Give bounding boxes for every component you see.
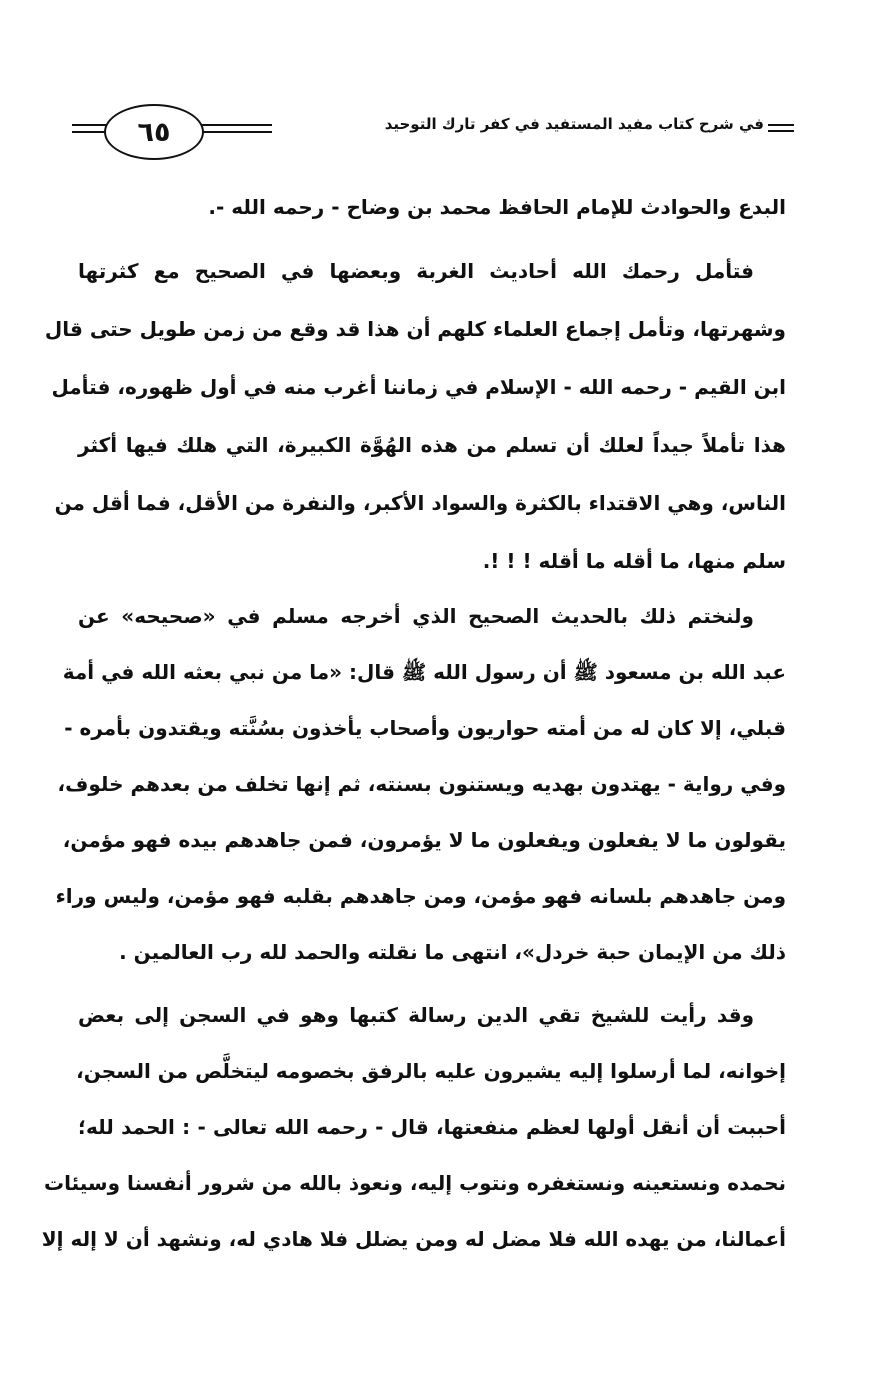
header-rule-line bbox=[768, 130, 794, 132]
text-line: إخوانه، لما أرسلوا إليه يشيرون عليه بالرفق بخصومه ليتخلَّص من السجن، bbox=[76, 1059, 786, 1083]
text-line: الناس، وهي الاقتداء بالكثرة والسواد الأكبر، والنفرة من الأقل، فما أقل من bbox=[54, 491, 786, 515]
text-line: نحمده ونستعينه ونستغفره ونتوب إليه، ونعوذ بالله من شرور أنفسنا وسيئات bbox=[43, 1171, 786, 1195]
header-rule-line bbox=[768, 124, 794, 126]
text-line: سلم منها، ما أقله ما أقله ! ! !. bbox=[482, 549, 786, 573]
text-line: وقد رأيت للشيخ تقي الدين رسالة كتبها وهو في السجن إلى بعض bbox=[78, 1003, 754, 1027]
text-line: وشهرتها، وتأمل إجماع العلماء كلهم أن هذا قد وقع من زمن طويل حتى قال bbox=[44, 317, 786, 341]
text-line: قبلي، إلا كان له من أمته حواريون وأصحاب يأخذون بسُنَّته ويقتدون بأمره - bbox=[64, 716, 786, 740]
text-line: ولنختم ذلك بالحديث الصحيح الذي أخرجه مسلم في «صحيحه» عن bbox=[78, 604, 754, 628]
text-line: ذلك من الإيمان حبة خردل»، انتهى ما نقلته والحمد لله رب العالمين . bbox=[119, 940, 786, 964]
running-title: في شرح كتاب مفيد المستفيد في كفر تارك التوحيد bbox=[384, 115, 764, 133]
text-line: فتأمل رحمك الله أحاديث الغربة وبعضها في الصحيح مع كثرتها bbox=[78, 259, 754, 283]
text-line: يقولون ما لا يفعلون ويفعلون ما لا يؤمرون، فمن جاهدهم بيده فهو مؤمن، bbox=[62, 828, 786, 852]
header-rule-right bbox=[768, 124, 794, 134]
text-line: وفي رواية - يهتدون بهديه ويستنون بسنته، ثم إنها تخلف من بعدهم خلوف، bbox=[57, 772, 786, 796]
page-number: ٦٥ bbox=[104, 104, 204, 160]
page-header bbox=[72, 100, 794, 162]
text-line: أحببت أن أنقل أولها لعظم منفعتها، قال - رحمه الله تعالى - : الحمد لله؛ bbox=[78, 1115, 786, 1139]
text-line: أعمالنا، من يهده الله فلا مضل له ومن يضلل فلا هادي له، ونشهد أن لا إله إلا bbox=[41, 1227, 786, 1251]
text-line: البدع والحوادث للإمام الحافظ محمد بن وضاح - رحمه الله -. bbox=[208, 195, 786, 219]
text-line: هذا تأملاً جيداً لعلك أن تسلم من هذه الهُوَّة الكبيرة، التي هلك فيها أكثر bbox=[78, 433, 786, 457]
text-line: ابن القيم - رحمه الله - الإسلام في زماننا أغرب منه في أول ظهوره، فتأمل bbox=[51, 375, 786, 399]
text-line: عبد الله بن مسعود ﷺ أن رسول الله ﷺ قال: «ما من نبي بعثه الله في أمة bbox=[62, 660, 786, 684]
text-line: ومن جاهدهم بلسانه فهو مؤمن، ومن جاهدهم بقلبه فهو مؤمن، وليس وراء bbox=[55, 884, 786, 908]
